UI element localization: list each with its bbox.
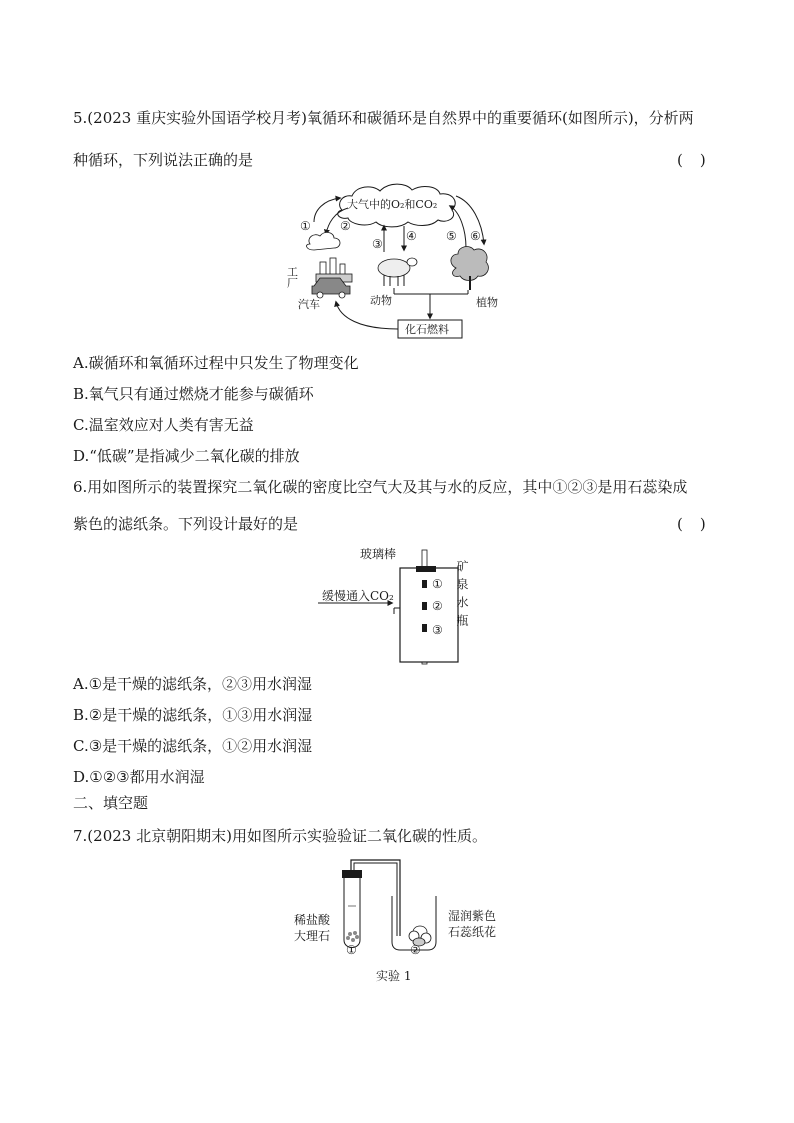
car-label: 汽车	[298, 298, 320, 311]
sheep-icon	[378, 258, 417, 286]
flower-label-line1: 湿润紫色	[448, 909, 497, 923]
tree-icon	[451, 247, 489, 290]
q6-option-b: B.②是干燥的滤纸条，①③用水润湿	[73, 706, 313, 724]
label-n3: ③	[372, 237, 383, 251]
strip-2	[422, 602, 427, 610]
cloud-label: 大气中的O₂和CO₂	[347, 198, 438, 211]
q6-option-a: A.①是干燥的滤纸条，②③用水润湿	[73, 675, 313, 693]
inlet-label: 缓慢通入CO₂	[322, 589, 394, 603]
q5-option-b: B.氧气只有通过燃烧才能参与碳循环	[73, 385, 314, 403]
stopper	[342, 870, 362, 878]
q6-option-d: D.①②③都用水润湿	[73, 768, 205, 786]
q6-answer-bracket: ( )	[677, 515, 707, 533]
label-n2: ②	[340, 219, 351, 233]
q5-answer-bracket: ( )	[677, 151, 707, 169]
label-n1: ①	[300, 219, 311, 233]
co2-bottle-apparatus	[318, 542, 498, 666]
q6-stem-line2: 紫色的滤纸条。下列设计最好的是	[73, 515, 299, 533]
bottle-label: 矿泉水瓶	[455, 560, 469, 632]
factory-label: 工厂	[285, 266, 299, 288]
beaker-number-2: ②	[410, 943, 421, 957]
label-n6: ⑥	[470, 229, 481, 243]
plant-label: 植物	[476, 296, 498, 309]
strip-label-3: ③	[432, 623, 443, 637]
q6-option-c: C.③是干燥的滤纸条，①②用水润湿	[73, 737, 313, 755]
label-n4: ④	[406, 229, 417, 243]
q5-stem-line2: 种循环，下列说法正确的是	[73, 151, 254, 169]
label-n5: ⑤	[446, 229, 457, 243]
strip-label-2: ②	[432, 599, 443, 613]
flower-label-line2: 石蕊纸花	[448, 925, 497, 939]
strip-3	[422, 624, 427, 632]
mineral-water-bottle	[400, 568, 458, 662]
tube-number-1: ①	[346, 943, 357, 957]
animal-label: 动物	[370, 294, 392, 307]
carbon-oxygen-cycle-diagram	[285, 182, 520, 342]
q5-option-c: C.温室效应对人类有害无益	[73, 416, 254, 434]
acid-label: 稀盐酸	[294, 913, 331, 927]
section-heading: 二、填空题	[73, 794, 149, 812]
rod-label: 玻璃棒	[360, 547, 397, 561]
q6-stem-line1: 6.用如图所示的装置探究二氧化碳的密度比空气大及其与水的反应，其中①②③是用石蕊染成	[73, 478, 688, 496]
q5-option-d: D.“低碳”是指减少二氧化碳的排放	[73, 447, 300, 465]
figure-caption: 实验 1	[376, 969, 412, 983]
experiment-1-figure	[288, 856, 508, 986]
strip-1	[422, 580, 427, 588]
marble-label: 大理石	[294, 929, 331, 943]
q5-option-a: A.碳循环和氧循环过程中只发生了物理变化	[73, 354, 359, 372]
fossil-fuel-label: 化石燃料	[405, 323, 449, 336]
q7-stem-line1: 7.(2023 北京朝阳期末)用如图所示实验验证二氧化碳的性质。	[73, 827, 487, 845]
strip-label-1: ①	[432, 577, 443, 591]
q5-stem-line1: 5.(2023 重庆实验外国语学校月考)氧循环和碳循环是自然界中的重要循环(如图所示)，分析两	[73, 109, 694, 127]
